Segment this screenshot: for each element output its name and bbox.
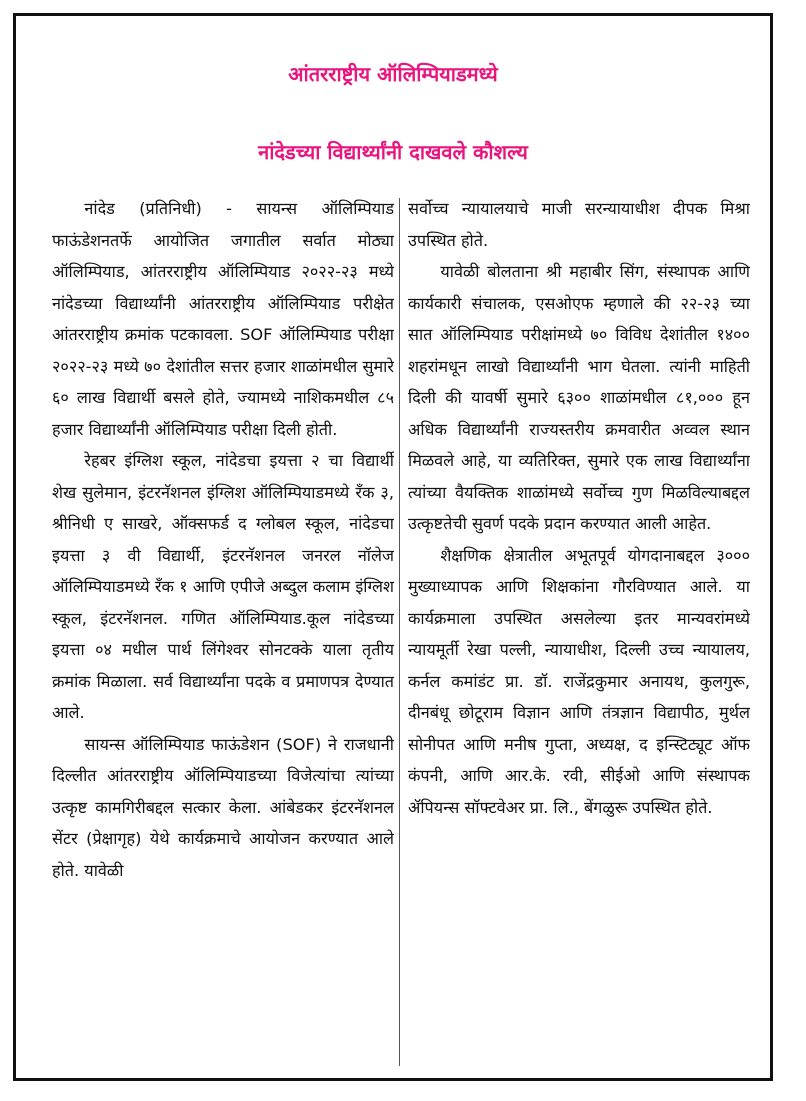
headline-line-1: आंतरराष्ट्रीय ऑलिम्पियाडमध्ये [288,62,498,86]
right-paragraph-2: यावेळी बोलताना श्री महाबीर सिंग, संस्थापक आणि कार्यकारी संचालक, एसओएफ म्हणाले की २२-२३ च्या सात ऑलिम्पियाड परीक्षांमध्ये ७० विविध देशांतील १४०० शहरांमधून लाखो विद्यार्थ्यांनी भाग घेतला. त्यांनी माहिती दिली की यावर्षी सुमारे ६३०० शाळांमधील ८१,००० हून अधिक विद्यार्थ्यांनी राज्यस्तरीय क्रमवारीत अव्वल स्थान मिळवले आहे, या व्यतिरिक्त, सुमारे एक लाख विद्यार्थ्यांना त्यांच्या वैयक्तिक शाळांमध्ये सर्वोच्च गुण मिळविल्याबद्दल उत्कृष्टतेची सुवर्ण पदके प्रदान करण्यात आली आहेत. [408,262,750,533]
headline-line-2: नांदेडच्या विद्यार्थ्यांनी दाखवले कौशल्य [258,140,528,164]
column-divider [399,198,400,1066]
right-column [408,193,750,823]
right-paragraph-3: शैक्षणिक क्षेत्रातील अभूतपूर्व योगदानाबद्दल ३००० मुख्याध्यापक आणि शिक्षकांना गौरविण्यात आले. या कार्यक्रमाला उपस्थित असलेल्या इतर मान्यवरांमध्ये न्यायमूर्ती रेखा पल्ली, न्यायाधीश, दिल्ली उच्च न्यायालय, कर्नल कमांडंट प्रा. डॉ. राजेंद्रकुमार अनायथ, कुलगुरू, दीनबंधू छोटूराम विज्ञान आणि तंत्रज्ञान विद्यापीठ, मुर्थल सोनीपत आणि मनीष गुप्ता, अध्यक्ष, द इन्स्टिट्यूट ऑफ कंपनी, आणि आर.के. रवी, सीईओ आणि संस्थापक ॲपियन्स सॉफ्टवेअर प्रा. लि., बेंगळुरू उपस्थित होते. [408,545,750,817]
left-paragraph-2: रेहबर इंग्लिश स्कूल, नांदेडचा इयत्ता २ चा विद्यार्थी शेख सुलेमान, इंटरनॅशनल इंग्लिश ऑलिम्पियाडमध्ये रँक ३, श्रीनिधी ए साखरे, ऑक्सफर्ड द ग्लोबल स्कूल, नांदेडचा इयत्ता ३ वी विद्यार्थी, इंटरनॅशनल जनरल नॉलेज ऑलिम्पियाडमध्ये रँक १ आणि एपीजे अब्दुल कलाम इंग्लिश स्कूल, इंटरनॅशनल. गणित ऑलिम्पियाड.कूल नांदेडच्या इयत्ता ०४ मधील पार्थ लिंगेश्वर सोनटक्के याला तृतीय क्रमांक मिळाला. सर्व विद्यार्थ्यांना पदके व प्रमाणपत्र देण्यात आले. [52,451,394,722]
left-column [52,193,394,886]
right-paragraph-1: सर्वोच्च न्यायालयाचे माजी सरन्यायाधीश दीपक मिश्रा उपस्थित होते. [408,199,750,250]
left-paragraph-1: नांदेड (प्रतिनिधी) - सायन्स ऑलिम्पियाड फाऊंडेशनतर्फे आयोजित जगातील सर्वात मोठ्या ऑलिम्पियाड, आंतरराष्ट्रीय ऑलिम्पियाड २०२२-२३ मध्ये नांदेडच्या विद्यार्थ्यांनी आंतरराष्ट्रीय ऑलिम्पियाड परीक्षेत आंतरराष्ट्रीय क्रमांक पटकावला. SOF ऑलिम्पियाड परीक्षा २०२२-२३ मध्ये ७० देशांतील सत्तर हजार शाळांमधील सुमारे ६० लाख विद्यार्थी बसले होते, ज्यामध्ये नाशिकमधील ८५ हजार विद्यार्थ्यांनी ऑलिम्पियाड परीक्षा दिली होती. [52,199,394,439]
left-paragraph-3: सायन्स ऑलिम्पियाड फाऊंडेशन (SOF) ने राजधानी दिल्लीत आंतरराष्ट्रीय ऑलिम्पियाडच्या विजेत्यांचा त्यांच्या उत्कृष्ट कामगिरीबद्दल सत्कार केला. आंबेडकर इंटरनॅशनल सेंटर (प्रेक्षागृह) येथे कार्यक्रमाचे आयोजन करण्यात आले होते. यावेळी [52,734,394,880]
